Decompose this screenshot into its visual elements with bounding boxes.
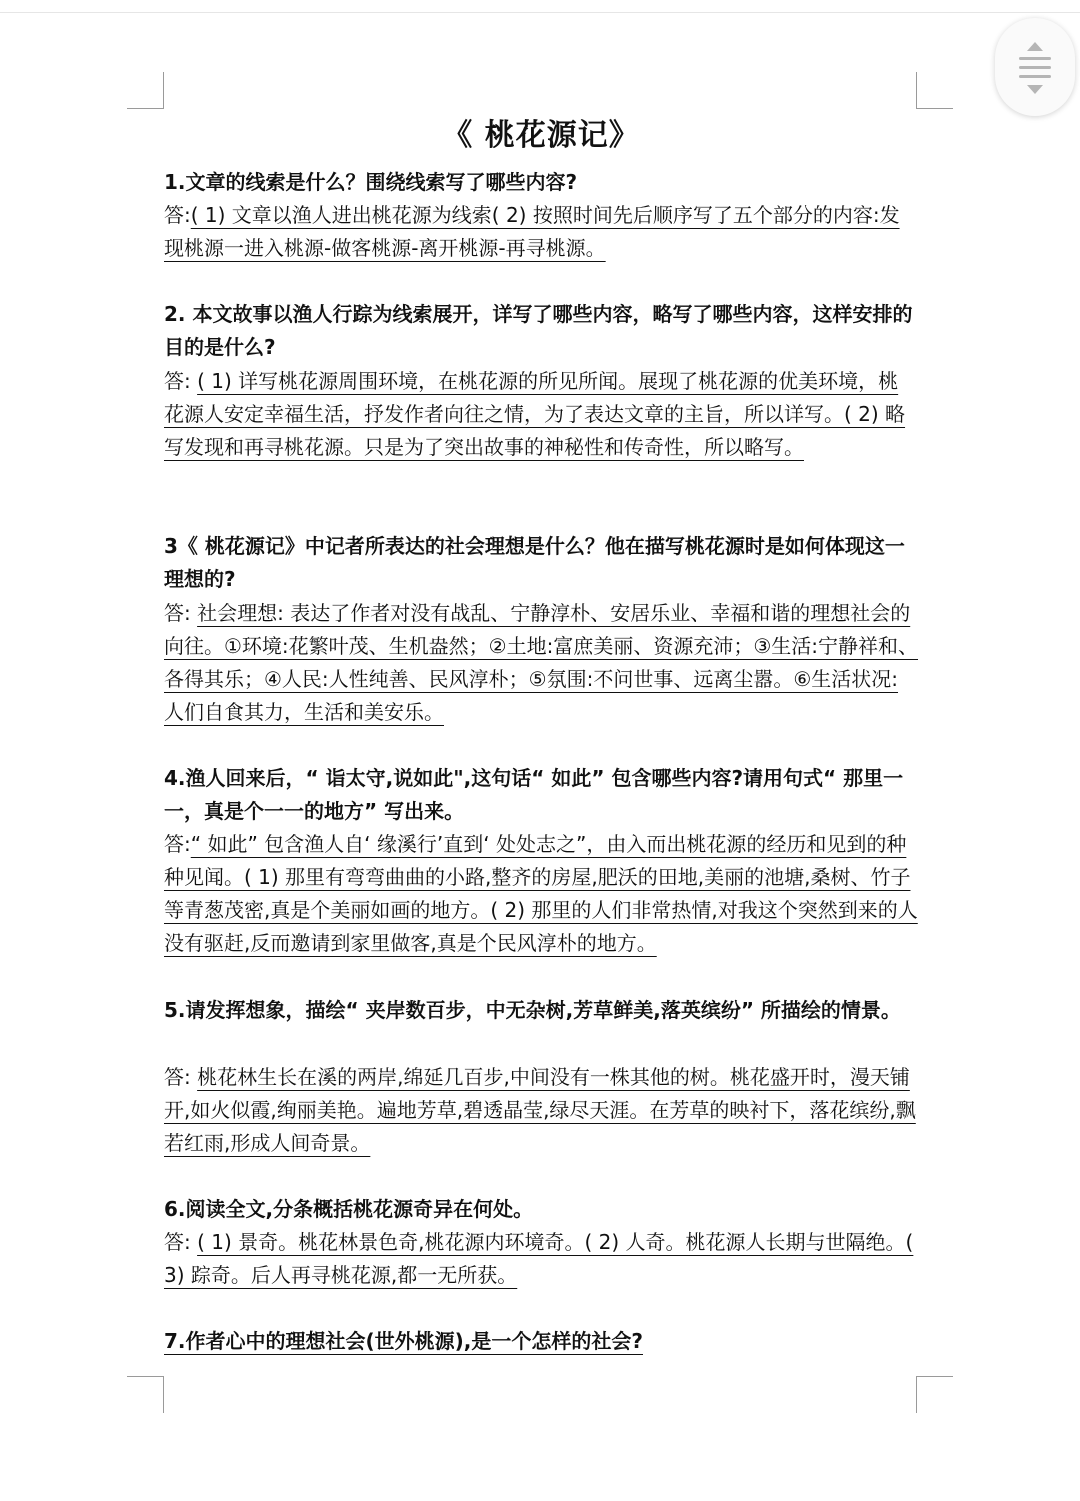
answer-prefix: 答: [164, 601, 198, 625]
question-4: 4.渔人回来后，“ 诣太守,说如此",这句话“ 如此” 包含哪些内容?请用句式“ 那里一一，真是个一一的地方” 写出来。 [164, 766, 904, 823]
answer-4 [164, 828, 918, 960]
answer-text: 社会理想: 表达了作者对没有战乱、宁静淳朴、安居乐业、幸福和谐的理想社会的向往。①环境:花繁叶茂、生机盎然；②土地:富庶美丽、资源充沛；③生活:宁静祥和、各得其乐；④人民:人性纯善、民风淳朴；⑤氛围:不问世事、远离尘嚣。⑥生活状况: 人们自食其力，生活和美安乐。 [164, 601, 919, 724]
answer-prefix: 答: [164, 832, 191, 856]
answer-3 [164, 597, 918, 729]
question-2: 2. 本文故事以渔人行踪为线索展开，详写了哪些内容，略写了哪些内容，这样安排的目的是什么? [164, 302, 913, 359]
answer-text: ( 1) 详写桃花源周围环境，在桃花源的所见所闻。展现了桃花源的优美环境，桃花源人安定幸福生活，抒发作者向往之情，为了表达文章的主旨，所以详写。( 2) 略写发现和再寻桃花源。只是为了突出故事的神秘性和传奇性，所以略写。 [164, 369, 906, 459]
answer-prefix: 答: [164, 369, 198, 393]
question-1: 1.文章的线索是什么？围绕线索写了哪些内容? [164, 170, 578, 194]
crop-mark-top-left [127, 72, 164, 109]
answer-6 [164, 1226, 918, 1292]
question-6: 6.阅读全文,分条概括桃花源奇异在何处。 [164, 1197, 534, 1221]
answer-text: ( 1) 景奇。桃花林景色奇,桃花源内环境奇。( 2) 人奇。桃花源人长期与世隔绝。( 3) 踪奇。后人再寻桃花源,都一无所获。 [164, 1230, 914, 1287]
question-7-text: 7.作者心中的理想社会(世外桃源),是一个怎样的社会? [164, 1329, 643, 1353]
answer-5 [164, 1061, 918, 1160]
top-divider [0, 12, 1080, 13]
scroll-handle-button[interactable] [995, 18, 1075, 116]
answer-2 [164, 365, 918, 464]
answer-prefix: 答: [164, 203, 191, 227]
answer-text: “ 如此” 包含渔人自‘ 缘溪行’直到‘ 处处志之”，由入而出桃花源的经历和见到的种种见闻。( 1) 那里有弯弯曲曲的小路,整齐的房屋,肥沃的田地,美丽的池塘,桑树、竹子等青葱茂密,真是个美丽如画的地方。( 2) 那里的人们非常热情,对我这个突然到来的人没有驱赶,反而邀请到家里做客,真是个民风淳朴的地方。 [164, 832, 918, 955]
question-3: 3《 桃花源记》中记者所表达的社会理想是什么？他在描写桃花源时是如何体现这一理想的? [164, 534, 905, 591]
scroll-up-down-icon [1015, 40, 1055, 96]
crop-mark-bottom-left [127, 1376, 164, 1413]
crop-mark-bottom-right [916, 1376, 953, 1413]
question-5: 5.请发挥想象，描绘“ 夹岸数百步，中无杂树,芳草鲜美,落英缤纷” 所描绘的情景。 [164, 998, 901, 1022]
answer-prefix: 答: [164, 1230, 198, 1254]
answer-text: ( 1) 文章以渔人进出桃花源为线索( 2) 按照时间先后顺序写了五个部分的内容:发现桃源一进入桃源-做客桃源-离开桃源-再寻桃源。 [164, 203, 900, 260]
document-title: 《 桃花源记》 [442, 118, 640, 153]
crop-mark-top-right [916, 72, 953, 109]
answer-text: 桃花林生长在溪的两岸,绵延几百步,中间没有一株其他的树。桃花盛开时，漫天铺开,如火似霞,绚丽美艳。遍地芳草,碧透晶莹,绿尽天涯。在芳草的映衬下，落花缤纷,飘若红雨,形成人间奇景。 [164, 1065, 916, 1155]
answer-prefix: 答: [164, 1065, 198, 1089]
question-7 [164, 1325, 918, 1358]
answer-1 [164, 199, 918, 265]
